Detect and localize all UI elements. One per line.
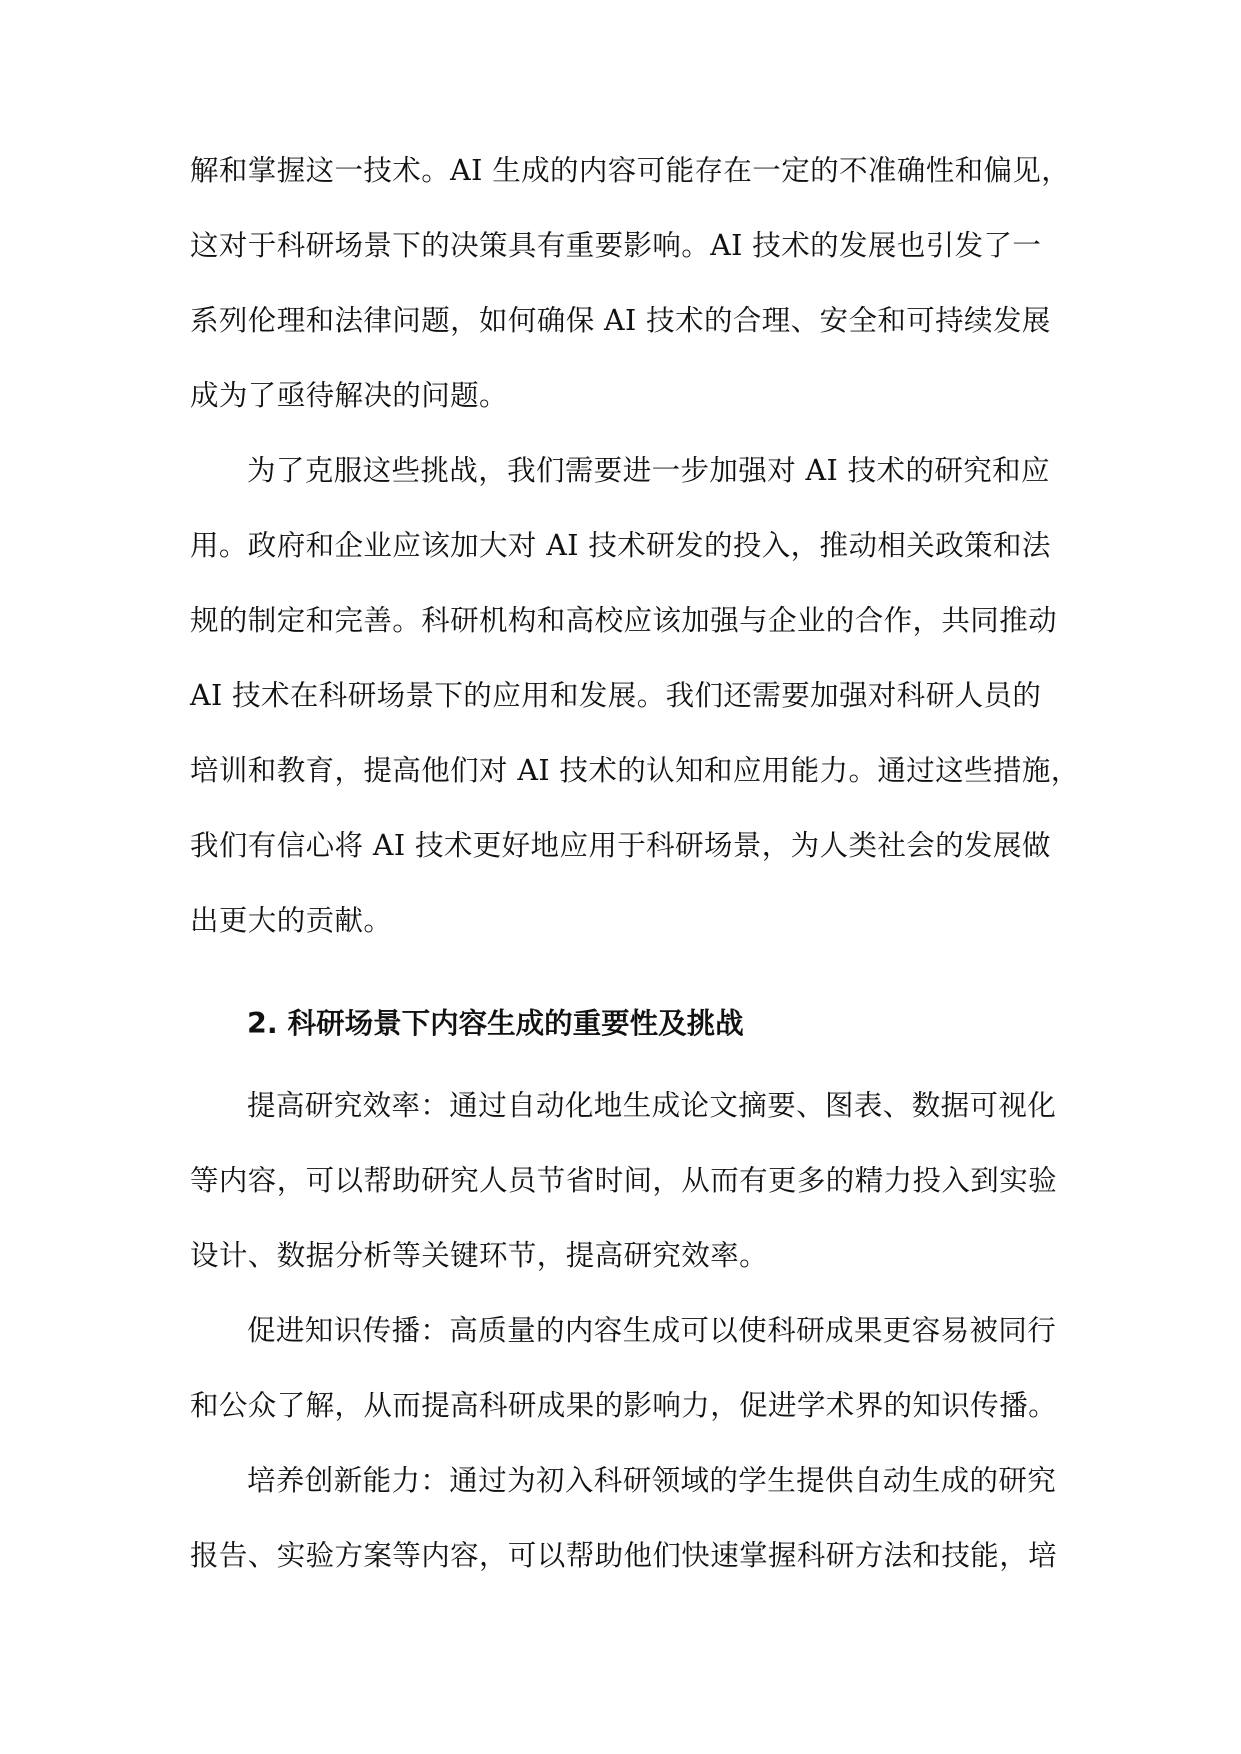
paragraph-line: 解和掌握这一技术。AI 生成的内容可能存在一定的不准确性和偏见， [190,154,1071,187]
paragraph-line: 出更大的贡献。 [190,904,393,937]
paragraph-line: 用。政府和企业应该加大对 AI 技术研发的投入，推动相关政策和法 [190,529,1051,562]
paragraph-line: 促进知识传播：高质量的内容生成可以使科研成果更容易被同行 [247,1314,1057,1347]
paragraph-line: 培训和教育，提高他们对 AI 技术的认知和应用能力。通过这些措施， [190,754,1080,787]
paragraph-line: 报告、实验方案等内容，可以帮助他们快速掌握科研方法和技能，培 [190,1539,1058,1572]
paragraph-line: AI 技术在科研场景下的应用和发展。我们还需要加强对科研人员的 [190,679,1042,712]
paragraph-line: 系列伦理和法律问题，如何确保 AI 技术的合理、安全和可持续发展 [190,304,1051,337]
paragraph-line: 这对于科研场景下的决策具有重要影响。AI 技术的发展也引发了一 [190,229,1042,262]
paragraph-line: 为了克服这些挑战，我们需要进一步加强对 AI 技术的研究和应 [247,454,1050,487]
paragraph-line: 我们有信心将 AI 技术更好地应用于科研场景，为人类社会的发展做 [190,829,1051,862]
paragraph-line: 设计、数据分析等关键环节，提高研究效率。 [190,1239,769,1272]
paragraph-line: 规的制定和完善。科研机构和高校应该加强与企业的合作，共同推动 [190,604,1058,637]
paragraph-line: 和公众了解，从而提高科研成果的影响力，促进学术界的知识传播。 [190,1389,1058,1422]
paragraph-line: 成为了亟待解决的问题。 [190,379,508,412]
paragraph-line: 提高研究效率：通过自动化地生成论文摘要、图表、数据可视化 [247,1089,1057,1122]
paragraph-line: 等内容，可以帮助研究人员节省时间，从而有更多的精力投入到实验 [190,1164,1058,1197]
paragraph-line: 培养创新能力：通过为初入科研领域的学生提供自动生成的研究 [247,1464,1057,1497]
section-heading: 2. 科研场景下内容生成的重要性及挑战 [247,1007,744,1040]
